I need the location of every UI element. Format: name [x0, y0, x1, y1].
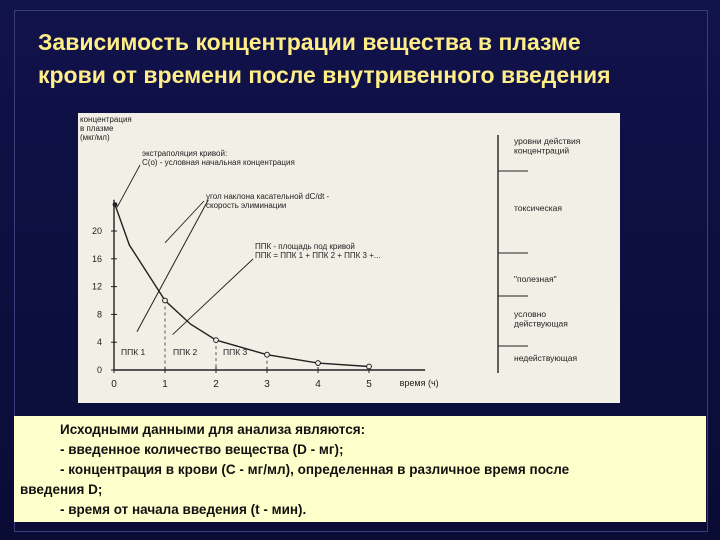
- level-useful: "полезная": [514, 274, 557, 284]
- x-tick-label: 1: [162, 379, 168, 390]
- info-line-3: - концентрация в крови (С - мг/мл), определенная в различное время после: [60, 462, 570, 477]
- level-header: уровни действия: [514, 136, 581, 146]
- level-toxic: токсическая: [514, 203, 562, 213]
- info-box: [14, 416, 706, 522]
- title-line-1: Зависимость концентрации вещества в плазме: [38, 29, 581, 55]
- x-tick-label: 2: [213, 379, 219, 390]
- data-point: [265, 352, 270, 357]
- level-conditional: условно: [514, 309, 547, 319]
- annotation-tangent: угол наклона касательной dC/dt -: [206, 192, 330, 201]
- x-tick-label: 3: [264, 379, 270, 390]
- concentration-time-chart: [78, 113, 620, 403]
- annotation-extrapolation: С(о) - условная начальная концентрация: [142, 158, 295, 167]
- arrow-auc: [173, 259, 253, 335]
- level-inactive: недействующая: [514, 353, 578, 363]
- y-axis-label: концентрация: [80, 115, 132, 124]
- tangent-line: [137, 200, 208, 332]
- x-axis-label: время (ч): [399, 378, 439, 388]
- x-tick-label: 5: [366, 379, 372, 390]
- annotation-extrapolation: экстраполяция кривой:: [142, 149, 228, 158]
- concentration-curve: [115, 205, 369, 367]
- data-point: [367, 364, 372, 369]
- data-point: [163, 298, 168, 303]
- auc1-label: ППК 1: [121, 347, 146, 357]
- title-line-2: крови от времени после внутривенного введения: [38, 62, 611, 88]
- auc3-label: ППК 3: [223, 347, 248, 357]
- annotation-tangent: скорость элиминации: [206, 201, 287, 210]
- info-line-5: - время от начала введения (t - мин).: [60, 502, 307, 517]
- info-line-2: - введенное количество вещества (D - мг);: [60, 442, 344, 457]
- y-tick-label: 0: [96, 365, 102, 375]
- info-line-1: Исходными данными для анализа являются:: [60, 422, 366, 437]
- y-axis-label: (мкг/мл): [80, 133, 110, 142]
- arrow-extrapolation: [117, 165, 140, 207]
- info-line-4: введения D;: [20, 482, 103, 497]
- chart-panel: [78, 113, 620, 403]
- level-conditional: действующая: [514, 318, 568, 329]
- data-point: [214, 338, 219, 343]
- y-axis-label: в плазме: [80, 124, 114, 133]
- y-tick-label: 4: [96, 337, 102, 348]
- y-tick-label: 16: [91, 253, 102, 264]
- data-point: [316, 361, 321, 366]
- slide-title: [38, 26, 698, 92]
- y-tick-label: 20: [91, 226, 102, 236]
- annotation-auc: ППК = ППК 1 + ППК 2 + ППК 3 +...: [255, 251, 381, 260]
- annotation-auc: ППК - площадь под кривой: [255, 242, 355, 251]
- x-tick-label: 0: [111, 379, 117, 390]
- auc2-label: ППК 2: [173, 347, 198, 357]
- c0-point: [113, 202, 118, 207]
- x-tick-label: 4: [315, 379, 321, 390]
- y-tick-label: 8: [96, 309, 102, 320]
- y-tick-label: 12: [91, 281, 102, 292]
- level-header: концентраций: [514, 145, 570, 156]
- arrow-tangent: [165, 201, 204, 243]
